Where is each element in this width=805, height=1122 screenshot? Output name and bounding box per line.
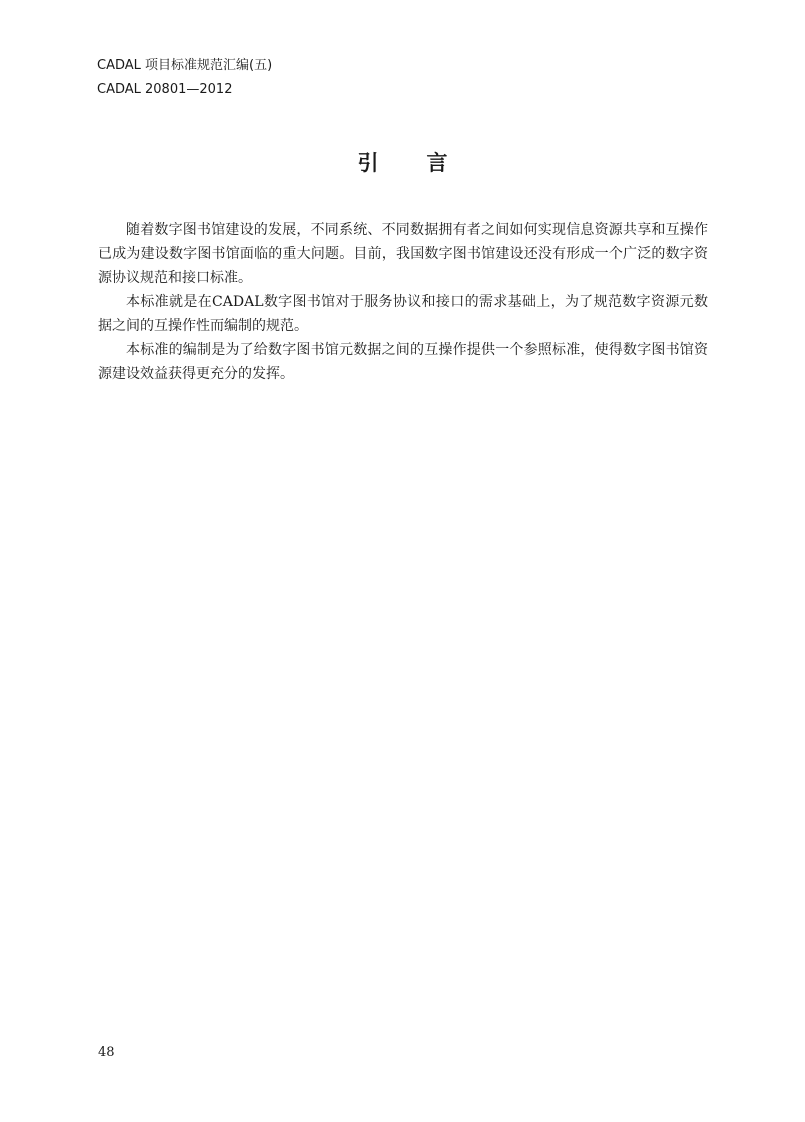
page-title: 引言 bbox=[357, 151, 496, 175]
page-number: 48 bbox=[98, 1045, 115, 1060]
body-text bbox=[98, 218, 708, 386]
running-header bbox=[97, 54, 272, 102]
paragraph: 本标准就是在CADAL数字图书馆对于服务协议和接口的需求基础上，为了规范数字资源元数据之间的互操作性而编制的规范。 bbox=[98, 294, 708, 334]
paragraph: 本标准的编制是为了给数字图书馆元数据之间的互操作提供一个参照标准，使得数字图书馆资源建设效益获得更充分的发挥。 bbox=[98, 342, 708, 382]
standard-number: CADAL 20801—2012 bbox=[97, 82, 233, 97]
paragraph: 随着数字图书馆建设的发展，不同系统、不同数据拥有者之间如何实现信息资源共享和互操作已成为建设数字图书馆面临的重大问题。目前，我国数字图书馆建设还没有形成一个广泛的数字资源协议规范和接口标准。 bbox=[98, 222, 708, 286]
series-title: CADAL 项目标准规范汇编(五) bbox=[97, 58, 273, 73]
